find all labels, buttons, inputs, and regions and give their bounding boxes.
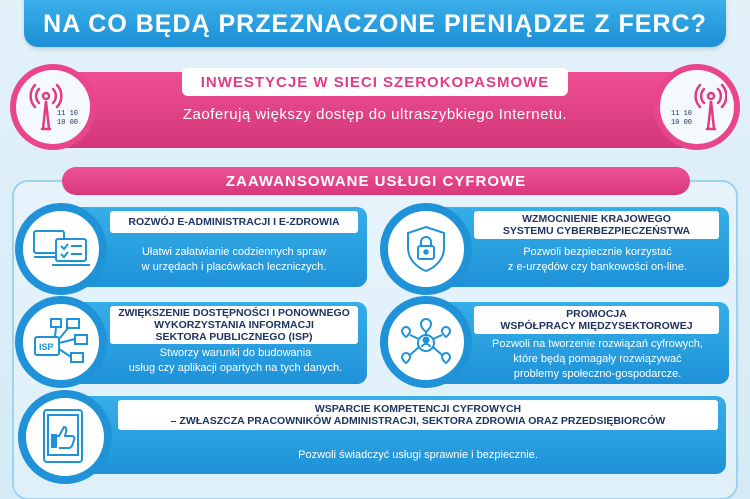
tablet-thumbs-up-icon (18, 390, 112, 484)
network-isp-icon (15, 296, 107, 388)
card-cybersecurity-text: Pozwoli bezpiecznie korzystać z e-urzędów czy bankowości on-line. (507, 246, 688, 273)
network-people-icon (380, 296, 472, 388)
card-cross-sector-heading: PROMOCJA WSPÓŁPRACY MIĘDZYSEKTOROWEJ (474, 306, 719, 334)
card-public-sector-info-heading: ZWIĘKSZENIE DOSTĘPNOŚCI I PONOWNEGO WYKORZYSTANIA INFORMACJI SEKTORA PUBLICZNEGO (ISP) (110, 306, 358, 344)
broadband-description: Zaoferują większy dostęp do ultraszybkiego Internetu. (182, 106, 568, 123)
svg-text:11 10: 11 10 (57, 110, 79, 118)
shield-lock-icon (380, 203, 472, 295)
broadband-tower-icon-right (654, 64, 740, 150)
svg-text:10 00: 10 00 (57, 119, 79, 127)
broadband-heading: INWESTYCJE W SIECI SZEROKOPASMOWE (182, 68, 568, 96)
page-title: NA CO BĘDĄ PRZEZNACZONE PIENIĄDZE Z FERC? (43, 10, 707, 38)
card-e-administration-text: Ułatwi załatwianie codziennych spraw w urzędach i placówkach leczniczych. (141, 246, 327, 273)
computer-checklist-icon (15, 203, 107, 295)
card-cybersecurity-heading: WZMOCNIENIE KRAJOWEGO SYSTEMU CYBERBEZPIECZEŃSTWA (474, 211, 719, 239)
card-digital-skills-text: Pozwoli świadczyć usługi sprawnie i bezpiecznie. (298, 449, 538, 461)
card-cross-sector-text: Pozwoli na tworzenie rozwiązań cyfrowych, które będą pomagały rozwiązywać problemy społeczno-gospodarcze. (492, 338, 703, 380)
svg-text:11 10: 11 10 (671, 110, 693, 118)
broadband-tower-icon (10, 64, 96, 150)
title-banner (24, 0, 726, 47)
advanced-services-heading: ZAAWANSOWANE USŁUGI CYFROWE (62, 167, 690, 195)
card-digital-skills-heading: WSPARCIE KOMPETENCJI CYFROWYCH – ZWŁASZCZA PRACOWNIKÓW ADMINISTRACJI, SEKTORA ZDROWIA ORAZ PRZEDSIĘBIORCÓW (118, 400, 718, 430)
svg-text:10 00: 10 00 (671, 119, 693, 127)
card-e-administration-heading: ROZWÓJ E-ADMINISTRACJI I E-ZDROWIA (110, 211, 358, 233)
card-public-sector-info-text: Stworzy warunki do budowania usług czy aplikacji opartych na tych danych. (128, 347, 343, 374)
svg-text:ISP: ISP (39, 342, 54, 352)
